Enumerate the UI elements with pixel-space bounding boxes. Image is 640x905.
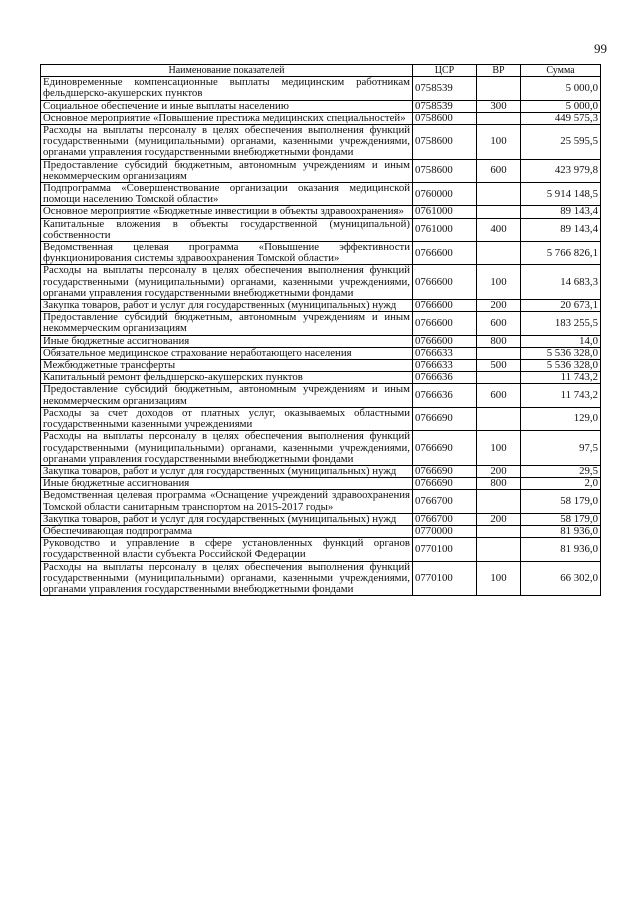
row-name: Основное мероприятие «Бюджетные инвестиции в объекты здравоохранения» <box>41 206 413 218</box>
row-csr: 0770100 <box>413 538 477 561</box>
row-vr: 300 <box>477 100 521 112</box>
row-csr: 0760000 <box>413 183 477 206</box>
row-name: Иные бюджетные ассигнования <box>41 335 413 347</box>
table-row <box>41 159 601 182</box>
row-vr: 100 <box>477 431 521 466</box>
header-vr: ВР <box>477 65 521 77</box>
row-csr: 0766700 <box>413 513 477 525</box>
table-row <box>41 112 601 124</box>
row-vr <box>477 407 521 430</box>
table-row <box>41 513 601 525</box>
row-sum: 5 914 148,5 <box>521 183 601 206</box>
row-csr: 0758600 <box>413 159 477 182</box>
header-sum: Сумма <box>521 65 601 77</box>
table-row <box>41 347 601 359</box>
table-row <box>41 525 601 537</box>
row-sum: 14 683,3 <box>521 265 601 300</box>
row-csr: 0766690 <box>413 431 477 466</box>
row-csr: 0766600 <box>413 265 477 300</box>
row-csr: 0761000 <box>413 218 477 241</box>
row-vr: 100 <box>477 125 521 160</box>
row-name: Ведомственная целевая программа «Повышение эффективности функционирования системы здравоохранения Томской области» <box>41 242 413 265</box>
budget-table <box>40 64 601 596</box>
table-row <box>41 242 601 265</box>
table-row <box>41 384 601 407</box>
row-sum: 81 936,0 <box>521 525 601 537</box>
table-row <box>41 561 601 596</box>
row-sum: 5 000,0 <box>521 100 601 112</box>
row-sum: 66 302,0 <box>521 561 601 596</box>
row-sum: 2,0 <box>521 478 601 490</box>
row-csr: 0766600 <box>413 335 477 347</box>
page-number: 99 <box>594 41 607 56</box>
row-name: Иные бюджетные ассигнования <box>41 478 413 490</box>
row-vr <box>477 242 521 265</box>
table-row <box>41 431 601 466</box>
header-csr: ЦСР <box>413 65 477 77</box>
row-name: Расходы на выплаты персоналу в целях обеспечения выполнения функций государственными (муниципальными) органами, казенными учреждениями, органами управления государственными внебюджетными фондами <box>41 125 413 160</box>
row-csr: 0766600 <box>413 242 477 265</box>
table-row <box>41 206 601 218</box>
row-vr <box>477 112 521 124</box>
row-csr: 0766690 <box>413 478 477 490</box>
row-name: Капитальный ремонт фельдшерско-акушерских пунктов <box>41 372 413 384</box>
table-body <box>41 77 601 596</box>
row-name: Закупка товаров, работ и услуг для государственных (муниципальных) нужд <box>41 465 413 477</box>
row-csr: 0766600 <box>413 300 477 312</box>
row-sum: 97,5 <box>521 431 601 466</box>
table-row <box>41 407 601 430</box>
row-sum: 129,0 <box>521 407 601 430</box>
row-vr: 200 <box>477 300 521 312</box>
row-vr <box>477 183 521 206</box>
row-sum: 25 595,5 <box>521 125 601 160</box>
row-name: Закупка товаров, работ и услуг для государственных (муниципальных) нужд <box>41 513 413 525</box>
row-csr: 0758600 <box>413 125 477 160</box>
row-name: Основное мероприятие «Повышение престижа медицинских специальностей» <box>41 112 413 124</box>
row-name: Обеспечивающая подпрограмма <box>41 525 413 537</box>
row-csr: 0766700 <box>413 490 477 513</box>
row-csr: 0758600 <box>413 112 477 124</box>
row-name: Предоставление субсидий бюджетным, автономным учреждениям и иным некоммерческим организациям <box>41 384 413 407</box>
row-name: Расходы на выплаты персоналу в целях обеспечения выполнения функций государственными (муниципальными) органами, казенными учреждениями, органами управления государственными внебюджетными фондами <box>41 265 413 300</box>
table-row <box>41 183 601 206</box>
row-sum: 14,0 <box>521 335 601 347</box>
row-vr: 600 <box>477 312 521 335</box>
row-sum: 5 536 328,0 <box>521 360 601 372</box>
row-vr: 200 <box>477 465 521 477</box>
row-vr: 800 <box>477 478 521 490</box>
table-row <box>41 335 601 347</box>
table-row <box>41 478 601 490</box>
row-vr: 200 <box>477 513 521 525</box>
row-csr: 0766636 <box>413 372 477 384</box>
row-sum: 20 673,1 <box>521 300 601 312</box>
table-row <box>41 125 601 160</box>
row-name: Предоставление субсидий бюджетным, автономным учреждениям и иным некоммерческим организациям <box>41 312 413 335</box>
table-row <box>41 77 601 100</box>
row-sum: 5 000,0 <box>521 77 601 100</box>
row-vr: 100 <box>477 265 521 300</box>
row-vr: 600 <box>477 384 521 407</box>
row-name: Межбюджетные трансферты <box>41 360 413 372</box>
row-csr: 0766690 <box>413 465 477 477</box>
row-vr <box>477 206 521 218</box>
row-csr: 0770100 <box>413 561 477 596</box>
row-name: Расходы за счет доходов от платных услуг, оказываемых областными государственными казенными учреждениями <box>41 407 413 430</box>
row-name: Закупка товаров, работ и услуг для государственных (муниципальных) нужд <box>41 300 413 312</box>
row-sum: 11 743,2 <box>521 372 601 384</box>
row-vr <box>477 525 521 537</box>
header-name: Наименование показателей <box>41 65 413 77</box>
row-csr: 0766633 <box>413 360 477 372</box>
row-sum: 423 979,8 <box>521 159 601 182</box>
row-sum: 449 575,3 <box>521 112 601 124</box>
row-name: Единовременные компенсационные выплаты медицинским работникам фельдшерско-акушерских пунктов <box>41 77 413 100</box>
table-row <box>41 312 601 335</box>
row-sum: 58 179,0 <box>521 513 601 525</box>
table-row <box>41 465 601 477</box>
row-csr: 0758539 <box>413 100 477 112</box>
row-vr <box>477 372 521 384</box>
row-name: Подпрограмма «Совершенствование организации оказания медицинской помощи населению Томской области» <box>41 183 413 206</box>
row-name: Социальное обеспечение и иные выплаты населению <box>41 100 413 112</box>
row-name: Ведомственная целевая программа «Оснащение учреждений здравоохранения Томской области санитарным транспортом на 2015-2017 годы» <box>41 490 413 513</box>
row-vr <box>477 490 521 513</box>
row-name: Расходы на выплаты персоналу в целях обеспечения выполнения функций государственными (муниципальными) органами, казенными учреждениями, органами управления государственными внебюджетными фондами <box>41 561 413 596</box>
row-sum: 89 143,4 <box>521 218 601 241</box>
row-vr <box>477 77 521 100</box>
row-vr <box>477 538 521 561</box>
row-csr: 0766600 <box>413 312 477 335</box>
table-row <box>41 100 601 112</box>
row-name: Капитальные вложения в объекты государственной (муниципальной) собственности <box>41 218 413 241</box>
row-vr: 800 <box>477 335 521 347</box>
row-sum: 5 536 328,0 <box>521 347 601 359</box>
table-row <box>41 490 601 513</box>
row-csr: 0766690 <box>413 407 477 430</box>
row-sum: 5 766 826,1 <box>521 242 601 265</box>
table-row <box>41 265 601 300</box>
table-row <box>41 218 601 241</box>
table-row <box>41 360 601 372</box>
row-vr: 100 <box>477 561 521 596</box>
row-vr: 600 <box>477 159 521 182</box>
table-row <box>41 300 601 312</box>
row-name: Предоставление субсидий бюджетным, автономным учреждениям и иным некоммерческим организациям <box>41 159 413 182</box>
row-csr: 0758539 <box>413 77 477 100</box>
table-header-row <box>41 65 601 77</box>
row-sum: 89 143,4 <box>521 206 601 218</box>
row-csr: 0761000 <box>413 206 477 218</box>
row-vr: 500 <box>477 360 521 372</box>
row-name: Руководство и управление в сфере установленных функций органов государственной власти субъекта Российской Федерации <box>41 538 413 561</box>
row-sum: 29,5 <box>521 465 601 477</box>
row-vr <box>477 347 521 359</box>
row-sum: 58 179,0 <box>521 490 601 513</box>
row-csr: 0770000 <box>413 525 477 537</box>
row-sum: 11 743,2 <box>521 384 601 407</box>
table-row <box>41 538 601 561</box>
table-row <box>41 372 601 384</box>
row-name: Расходы на выплаты персоналу в целях обеспечения выполнения функций государственными (муниципальными) органами, казенными учреждениями, органами управления государственными внебюджетными фондами <box>41 431 413 466</box>
row-csr: 0766633 <box>413 347 477 359</box>
row-sum: 81 936,0 <box>521 538 601 561</box>
row-name: Обязательное медицинское страхование неработающего населения <box>41 347 413 359</box>
row-csr: 0766636 <box>413 384 477 407</box>
row-vr: 400 <box>477 218 521 241</box>
row-sum: 183 255,5 <box>521 312 601 335</box>
